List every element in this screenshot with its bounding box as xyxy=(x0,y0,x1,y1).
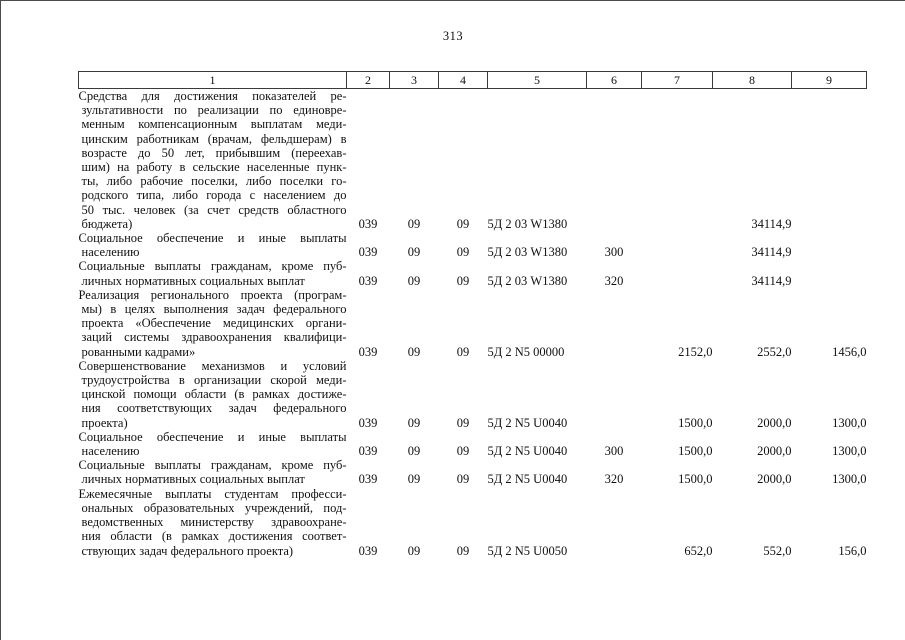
target-article-cell: 5Д 2 03 W1380 xyxy=(487,245,568,260)
table-row xyxy=(79,359,867,430)
amount-col9-cell: 1456,0 xyxy=(832,344,867,359)
amount-col8-cell: 34114,9 xyxy=(751,245,792,260)
subsection-code-cell: 09 xyxy=(456,273,470,288)
section-code-cell: 09 xyxy=(407,543,421,558)
subsection-code-cell: 09 xyxy=(456,543,470,558)
grbs-code-cell: 039 xyxy=(358,344,378,359)
expense-type-cell: 300 xyxy=(604,245,624,260)
amount-col9-cell: 1300,0 xyxy=(832,444,867,459)
section-code-cell: 09 xyxy=(407,472,421,487)
column-header: 1 xyxy=(79,72,347,89)
description-line: ональных образовательных учреждений, под- xyxy=(81,500,347,515)
description-line: Социальные выплаты гражданам, кроме пуб- xyxy=(78,458,347,473)
amount-col8-cell: 2552,0 xyxy=(757,344,792,359)
description-line: Социальные выплаты гражданам, кроме пуб- xyxy=(78,259,347,274)
description-line: бюджета) xyxy=(81,216,133,231)
amount-col9-cell xyxy=(792,259,867,287)
table-row xyxy=(79,231,867,259)
row-description-cell xyxy=(79,288,347,359)
description-line: зультативности по реализации по единовре- xyxy=(81,103,347,118)
description-line: рованными кадрами» xyxy=(81,344,196,359)
table-row xyxy=(79,430,867,458)
description-line: Социальное обеспечение и иные выплаты xyxy=(78,429,347,444)
amount-col8-cell: 552,0 xyxy=(763,543,792,558)
description-line: возрасте до 50 лет, прибывшим (переехав- xyxy=(81,145,347,160)
description-line: личных нормативных социальных выплат xyxy=(81,472,305,487)
grbs-code-cell: 039 xyxy=(358,273,378,288)
row-description-cell xyxy=(79,430,347,458)
section-code-cell: 09 xyxy=(407,415,421,430)
table-row xyxy=(79,259,867,287)
table-row xyxy=(79,89,867,232)
description-line: ты, либо рабочие поселки, либо поселки го- xyxy=(81,174,347,189)
description-line: населению xyxy=(81,444,140,459)
subsection-code-cell: 09 xyxy=(456,444,470,459)
amount-col9-cell xyxy=(792,231,867,259)
row-description-cell xyxy=(79,359,347,430)
column-header: 4 xyxy=(439,72,488,89)
target-article-cell: 5Д 2 N5 U0040 xyxy=(487,415,568,430)
amount-col8-cell: 2000,0 xyxy=(757,444,792,459)
description-line: ведомственных министерству здравоохране- xyxy=(81,515,347,530)
row-description-cell xyxy=(79,487,347,558)
amount-col7-cell xyxy=(642,231,713,259)
subsection-code-cell: 09 xyxy=(456,415,470,430)
target-article-cell: 5Д 2 03 W1380 xyxy=(487,216,568,231)
table-row xyxy=(79,487,867,558)
description-line: цинским работникам (врачам, фельдшерам) в xyxy=(81,131,347,146)
amount-col9-cell: 1300,0 xyxy=(832,415,867,430)
description-line: Средства для достижения показателей ре- xyxy=(78,89,347,103)
amount-col9-cell: 1300,0 xyxy=(832,472,867,487)
expense-type-cell xyxy=(587,89,642,232)
target-article-cell: 5Д 2 N5 U0040 xyxy=(487,472,568,487)
section-code-cell: 09 xyxy=(407,245,421,260)
amount-col9-cell: 156,0 xyxy=(838,543,867,558)
table-header-row xyxy=(79,72,867,89)
section-code-cell: 09 xyxy=(407,444,421,459)
target-article-cell: 5Д 2 N5 U0040 xyxy=(487,444,568,459)
page-number: 313 xyxy=(442,29,464,43)
row-description-cell xyxy=(79,259,347,287)
description-line: цинской помощи области (в рамках достиже- xyxy=(81,387,347,402)
target-article-cell: 5Д 2 N5 00000 xyxy=(487,344,565,359)
description-line: заций системы здравоохранения квалифици- xyxy=(81,330,347,345)
subsection-code-cell: 09 xyxy=(456,472,470,487)
column-header: 9 xyxy=(792,72,867,89)
description-line: мы) в целях выполнения задач федерального xyxy=(81,302,347,317)
amount-col8-cell: 34114,9 xyxy=(751,273,792,288)
row-description-cell xyxy=(79,89,347,232)
amount-col7-cell: 1500,0 xyxy=(678,444,713,459)
column-header: 8 xyxy=(713,72,792,89)
grbs-code-cell: 039 xyxy=(358,216,378,231)
description-line: ния области (в рамках достижения соответ- xyxy=(81,529,347,544)
amount-col7-cell xyxy=(642,89,713,232)
table-row xyxy=(79,288,867,359)
amount-col8-cell: 34114,9 xyxy=(751,216,792,231)
amount-col7-cell: 1500,0 xyxy=(678,472,713,487)
description-line: Социальное обеспечение и иные выплаты xyxy=(78,231,347,246)
subsection-code-cell: 09 xyxy=(456,216,470,231)
column-header: 6 xyxy=(587,72,642,89)
target-article-cell: 5Д 2 N5 U0050 xyxy=(487,543,568,558)
column-header: 5 xyxy=(488,72,587,89)
row-description-cell xyxy=(79,231,347,259)
grbs-code-cell: 039 xyxy=(358,543,378,558)
expense-type-cell: 320 xyxy=(604,273,624,288)
section-code-cell: 09 xyxy=(407,216,421,231)
row-description-cell xyxy=(79,458,347,486)
column-header: 7 xyxy=(642,72,713,89)
description-line: Реализация регионального проекта (програм- xyxy=(78,287,347,302)
amount-col7-cell: 2152,0 xyxy=(678,344,713,359)
grbs-code-cell: 039 xyxy=(358,444,378,459)
amount-col7-cell xyxy=(642,259,713,287)
subsection-code-cell: 09 xyxy=(456,344,470,359)
amount-col7-cell: 652,0 xyxy=(684,543,713,558)
expense-type-cell xyxy=(587,359,642,430)
section-code-cell: 09 xyxy=(407,344,421,359)
amount-col8-cell: 2000,0 xyxy=(757,472,792,487)
description-line: Ежемесячные выплаты студентам професси- xyxy=(78,486,347,501)
target-article-cell: 5Д 2 03 W1380 xyxy=(487,273,568,288)
description-line: трудоустройства в организации скорой меди- xyxy=(81,373,347,388)
description-line: проекта «Обеспечение медицинских органи- xyxy=(81,316,347,331)
description-line: личных нормативных социальных выплат xyxy=(81,273,305,288)
description-line: родского типа, либо города с населением до xyxy=(81,188,347,203)
description-line: ствующих задач федерального проекта) xyxy=(81,543,294,558)
section-code-cell: 09 xyxy=(407,273,421,288)
budget-table xyxy=(78,71,867,558)
description-line: 50 тыс. человек (за счет средств областного xyxy=(81,202,347,217)
grbs-code-cell: 039 xyxy=(358,472,378,487)
expense-type-cell: 320 xyxy=(604,472,624,487)
description-line: менным компенсационным выплатам меди- xyxy=(81,117,347,132)
amount-col9-cell xyxy=(792,89,867,232)
description-line: проекта) xyxy=(81,415,128,430)
column-header: 2 xyxy=(347,72,390,89)
amount-col7-cell: 1500,0 xyxy=(678,415,713,430)
description-line: Совершенствование механизмов и условий xyxy=(78,358,347,373)
expense-type-cell xyxy=(587,487,642,558)
table-row xyxy=(79,458,867,486)
description-line: ния соответствующих задач федерального xyxy=(81,401,347,416)
description-line: населению xyxy=(81,245,140,260)
subsection-code-cell: 09 xyxy=(456,245,470,260)
grbs-code-cell: 039 xyxy=(358,245,378,260)
expense-type-cell xyxy=(587,288,642,359)
column-header: 3 xyxy=(390,72,439,89)
amount-col8-cell: 2000,0 xyxy=(757,415,792,430)
description-line: шим) на работу в сельские населенные пунк- xyxy=(81,160,347,175)
expense-type-cell: 300 xyxy=(604,444,624,459)
grbs-code-cell: 039 xyxy=(358,415,378,430)
